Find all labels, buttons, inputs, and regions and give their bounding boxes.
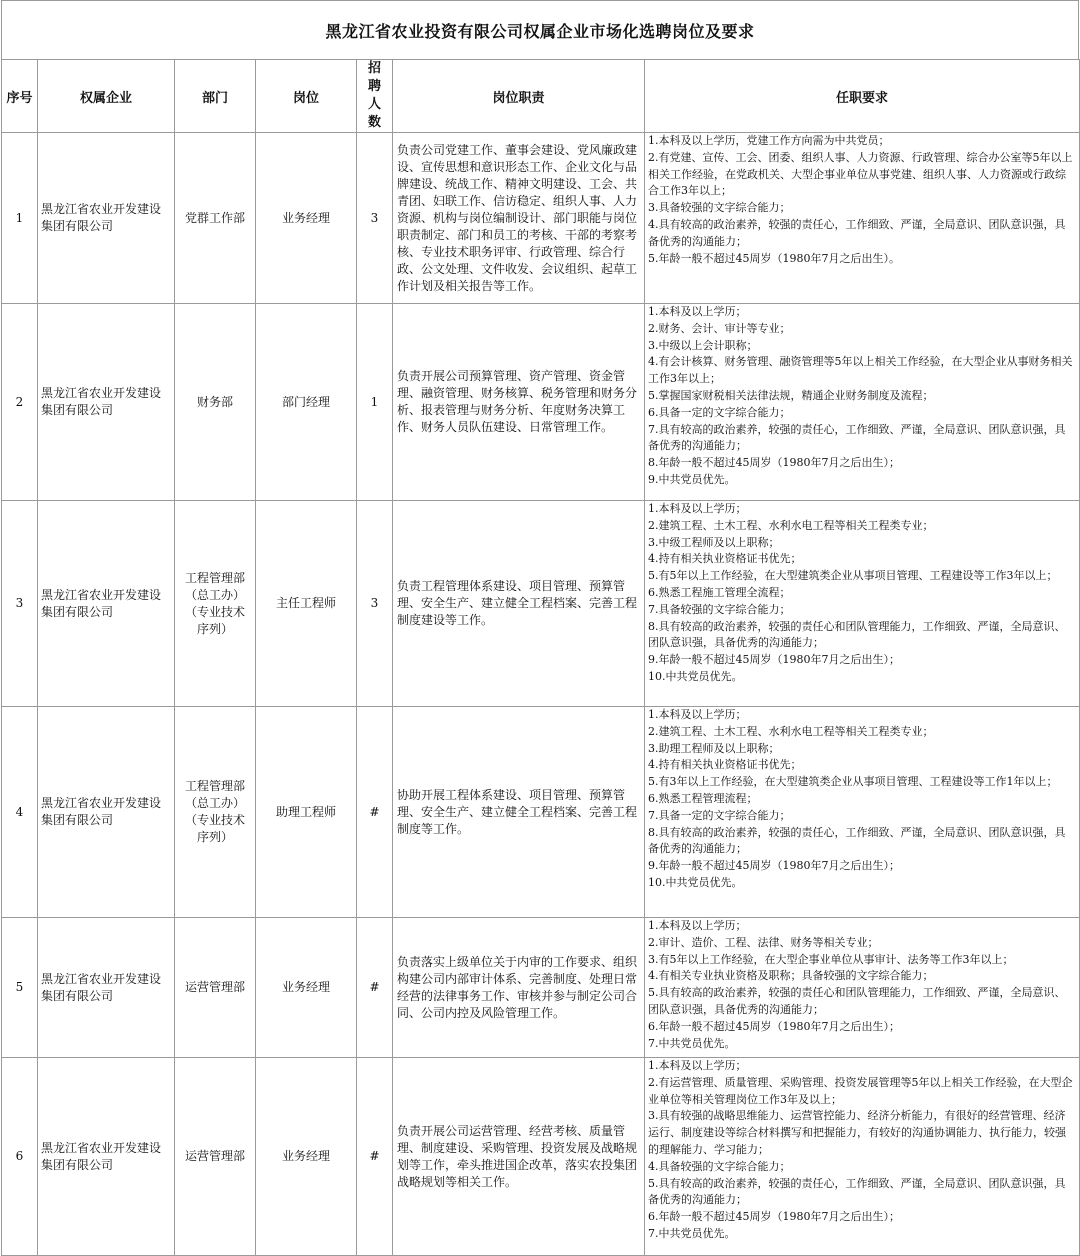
requirement-item: 9.年龄一般不超过45周岁（1980年7月之后出生）； bbox=[648, 859, 900, 873]
department-cell: 财务部 bbox=[175, 304, 256, 501]
requirements-cell bbox=[645, 707, 1080, 918]
positions-table bbox=[1, 59, 1080, 1256]
table-row bbox=[2, 501, 1080, 707]
requirement-item: 1.本科及以上学历； bbox=[648, 1059, 747, 1072]
requirement-item: 6.熟悉工程施工管理全流程； bbox=[648, 585, 791, 599]
enterprise-cell: 黑龙江省农业开发建设集团有限公司 bbox=[38, 304, 175, 501]
requirement-item: 7.中共党员优先。 bbox=[648, 1226, 736, 1240]
table-row bbox=[2, 918, 1080, 1058]
requirement-item: 1.本科及以上学历； bbox=[648, 305, 747, 318]
enterprise-cell: 黑龙江省农业开发建设集团有限公司 bbox=[38, 918, 175, 1058]
count-cell: # bbox=[357, 707, 393, 918]
header-enterprise: 权属企业 bbox=[38, 60, 175, 133]
requirements-cell bbox=[645, 133, 1080, 304]
requirement-item: 5.年龄一般不超过45周岁（1980年7月之后出生）。 bbox=[648, 251, 900, 265]
requirement-item: 3.助理工程师及以上职称； bbox=[648, 741, 780, 755]
enterprise-cell: 黑龙江省农业开发建设集团有限公司 bbox=[38, 707, 175, 918]
table-row bbox=[2, 133, 1080, 304]
requirement-item: 6.年龄一般不超过45周岁（1980年7月之后出生）； bbox=[648, 1210, 900, 1224]
requirement-item: 2.审计、造价、工程、法律、财务等相关专业； bbox=[648, 935, 879, 949]
requirement-item: 4.持有相关执业资格证书优先； bbox=[648, 758, 802, 772]
requirement-item: 2.有运营管理、质量管理、采购管理、投资发展管理等5年以上相关工作经验，在大型企业单位等相关管理岗位工作3年及以上； bbox=[648, 1075, 1073, 1106]
department-cell: 运营管理部 bbox=[175, 918, 256, 1058]
title-bar bbox=[1, 0, 1079, 59]
position-cell: 部门经理 bbox=[256, 304, 357, 501]
seq-cell: 3 bbox=[2, 501, 38, 707]
requirement-item: 5.具有较高的政治素养，较强的责任心和团队管理能力，工作细致、严谨，全局意识、 团队意识强，具备优秀的沟通能力； bbox=[648, 986, 1066, 1016]
requirement-item: 5.掌握国家财税相关法律法规，精通企业财务制度及流程； bbox=[648, 388, 934, 402]
department-cell: 工程管理部（总工办）（专业技术序列） bbox=[175, 501, 256, 707]
requirements-cell bbox=[645, 1058, 1080, 1256]
header-duties: 岗位职责 bbox=[393, 60, 645, 133]
count-cell: # bbox=[357, 1058, 393, 1256]
requirement-item: 10.中共党员优先。 bbox=[648, 875, 743, 889]
requirement-item: 2.建筑工程、土木工程、水利水电工程等相关工程类专业； bbox=[648, 724, 934, 738]
header-count: 招聘人数 bbox=[357, 60, 393, 133]
seq-cell: 2 bbox=[2, 304, 38, 501]
requirement-item: 1.本科及以上学历，党建工作方向需为中共党员； bbox=[648, 134, 890, 147]
count-cell: 3 bbox=[357, 501, 393, 707]
table-row bbox=[2, 707, 1080, 918]
seq-cell: 6 bbox=[2, 1058, 38, 1256]
requirement-item: 7.具有较高的政治素养，较强的责任心，工作细致、严谨，全局意识、团队意识强，具备优秀的沟通能力； bbox=[648, 422, 1066, 453]
requirement-item: 4.具有较高的政治素养，较强的责任心，工作细致、严谨，全局意识、团队意识强，具备优秀的沟通能力； bbox=[648, 217, 1066, 248]
duties-cell: 负责公司党建工作、董事会建设、党风廉政建设、宣传思想和意识形态工作、企业文化与品牌建设、统战工作、精神文明建设、工会、共青团、妇联工作、信访稳定、组织人事、人力资源、机构与岗位编制设计、部门职能与岗位职责制定、部门和员工的考核、干部的考察考核、专业技术职务评审、行政管理、综合行政、公文处理、文件收发、会议组织、起草工作计划及相关报告等工作。 bbox=[393, 133, 645, 304]
enterprise-cell: 黑龙江省农业开发建设集团有限公司 bbox=[38, 1058, 175, 1256]
requirement-item: 7.具备一定的文字综合能力； bbox=[648, 808, 791, 822]
requirement-item: 4.有会计核算、财务管理、融资管理等5年以上相关工作经验，在大型企业从事财务相关工作3年以上； bbox=[648, 355, 1073, 386]
requirement-item: 1.本科及以上学历； bbox=[648, 708, 747, 721]
requirement-item: 5.具有较高的政治素养，较强的责任心，工作细致、严谨，全局意识、团队意识强，具备优秀的沟通能力； bbox=[648, 1176, 1066, 1207]
table-row bbox=[2, 304, 1080, 501]
requirement-item: 9.年龄一般不超过45周岁（1980年7月之后出生）； bbox=[648, 653, 900, 667]
position-cell: 助理工程师 bbox=[256, 707, 357, 918]
header-seq: 序号 bbox=[2, 60, 38, 133]
count-cell: 1 bbox=[357, 304, 393, 501]
requirement-item: 4.具备较强的文字综合能力； bbox=[648, 1159, 791, 1173]
requirement-item: 3.中级工程师及以上职称； bbox=[648, 535, 780, 549]
requirement-item: 9.中共党员优先。 bbox=[648, 472, 736, 486]
requirement-item: 7.中共党员优先。 bbox=[648, 1036, 736, 1050]
requirement-item: 2.建筑工程、土木工程、水利水电工程等相关工程类专业； bbox=[648, 518, 934, 532]
requirement-item: 6.年龄一般不超过45周岁（1980年7月之后出生）； bbox=[648, 1019, 900, 1033]
position-cell: 主任工程师 bbox=[256, 501, 357, 707]
requirement-item: 2.财务、会计、审计等专业； bbox=[648, 321, 791, 335]
header-row bbox=[2, 60, 1080, 133]
requirement-item: 8.具有较高的政治素养，较强的责任心，工作细致、严谨，全局意识、团队意识强，具备优秀的沟通能力； bbox=[648, 825, 1066, 856]
enterprise-cell: 黑龙江省农业开发建设集团有限公司 bbox=[38, 501, 175, 707]
count-cell: 3 bbox=[357, 133, 393, 304]
requirement-item: 3.具备较强的文字综合能力； bbox=[648, 201, 791, 215]
requirement-item: 7.具备较强的文字综合能力； bbox=[648, 602, 791, 616]
recruitment-sheet bbox=[1, 0, 1079, 1256]
requirement-item: 3.有5年以上工作经验，在大型企事业单位从事审计、法务等工作3年以上； bbox=[648, 952, 1014, 966]
page-title: 黑龙江省农业投资有限公司权属企业市场化选聘岗位及要求 bbox=[325, 21, 755, 41]
requirement-item: 5.有5年以上工作经验，在大型建筑类企业从事项目管理、工程建设等工作3年以上； bbox=[648, 569, 1058, 583]
requirement-item: 2.有党建、宣传、工会、团委、组织人事、人力资源、行政管理、综合办公室等5年以上相关工作经验，在党政机关、大型企事业单位从事党建、组织人事、人力资源或行政综合工作3年以上； bbox=[648, 150, 1073, 198]
seq-cell: 4 bbox=[2, 707, 38, 918]
department-cell: 运营管理部 bbox=[175, 1058, 256, 1256]
requirement-item: 8.具有较高的政治素养，较强的责任心和团队管理能力，工作细致、严谨，全局意识、 团队意识强，具备优秀的沟通能力； bbox=[648, 619, 1066, 650]
requirement-item: 5.有3年以上工作经验，在大型建筑类企业从事项目管理、工程建设等工作1年以上； bbox=[648, 775, 1058, 789]
requirement-item: 4.有相关专业执业资格及职称；具备较强的文字综合能力； bbox=[648, 969, 934, 983]
enterprise-cell: 黑龙江省农业开发建设集团有限公司 bbox=[38, 133, 175, 304]
count-cell: # bbox=[357, 918, 393, 1058]
duties-cell: 负责落实上级单位关于内审的工作要求、组织构建公司内部审计体系、完善制度、处理日常经营的法律事务工作、审核并参与制定公司合同、公司内控及风险管理工作。 bbox=[393, 918, 645, 1058]
requirement-item: 4.持有相关执业资格证书优先； bbox=[648, 552, 802, 566]
department-cell: 党群工作部 bbox=[175, 133, 256, 304]
department-cell: 工程管理部（总工办）（专业技术序列） bbox=[175, 707, 256, 918]
seq-cell: 1 bbox=[2, 133, 38, 304]
requirement-item: 6.熟悉工程管理流程； bbox=[648, 791, 758, 805]
requirement-item: 1.本科及以上学历； bbox=[648, 502, 747, 515]
requirements-cell bbox=[645, 918, 1080, 1058]
requirement-item: 3.具有较强的战略思维能力、运营管控能力、经济分析能力，有很好的经营管理、经济运行、制度建设等综合材料撰写和把握能力，有较好的沟通协调能力、执行能力，较强的理解能力、学习能力； bbox=[648, 1109, 1066, 1156]
duties-cell: 负责工程管理体系建设、项目管理、预算管理、安全生产、建立健全工程档案、完善工程制度建设等工作。 bbox=[393, 501, 645, 707]
table-row bbox=[2, 1058, 1080, 1256]
requirement-item: 10.中共党员优先。 bbox=[648, 669, 743, 683]
requirements-cell bbox=[645, 501, 1080, 707]
requirement-item: 8.年龄一般不超过45周岁（1980年7月之后出生）； bbox=[648, 456, 900, 470]
position-cell: 业务经理 bbox=[256, 918, 357, 1058]
duties-cell: 负责开展公司预算管理、资产管理、资金管理、融资管理、财务核算、税务管理和财务分析、报表管理与财务分析、年度财务决算工作、财务人员队伍建设、日常管理工作。 bbox=[393, 304, 645, 501]
position-cell: 业务经理 bbox=[256, 1058, 357, 1256]
seq-cell: 5 bbox=[2, 918, 38, 1058]
header-position: 岗位 bbox=[256, 60, 357, 133]
requirement-item: 1.本科及以上学历； bbox=[648, 919, 747, 932]
duties-cell: 协助开展工程体系建设、项目管理、预算管理、安全生产、建立健全工程档案、完善工程制度等工作。 bbox=[393, 707, 645, 918]
requirements-cell bbox=[645, 304, 1080, 501]
requirement-item: 6.具备一定的文字综合能力； bbox=[648, 405, 791, 419]
requirement-item: 3.中级以上会计职称； bbox=[648, 338, 758, 352]
position-cell: 业务经理 bbox=[256, 133, 357, 304]
header-department: 部门 bbox=[175, 60, 256, 133]
duties-cell: 负责开展公司运营管理、经营考核、质量管理、制度建设、采购管理、投资发展及战略规划等工作，牵头推进国企改革，落实农投集团战略规划等相关工作。 bbox=[393, 1058, 645, 1256]
header-requirements: 任职要求 bbox=[645, 60, 1080, 133]
